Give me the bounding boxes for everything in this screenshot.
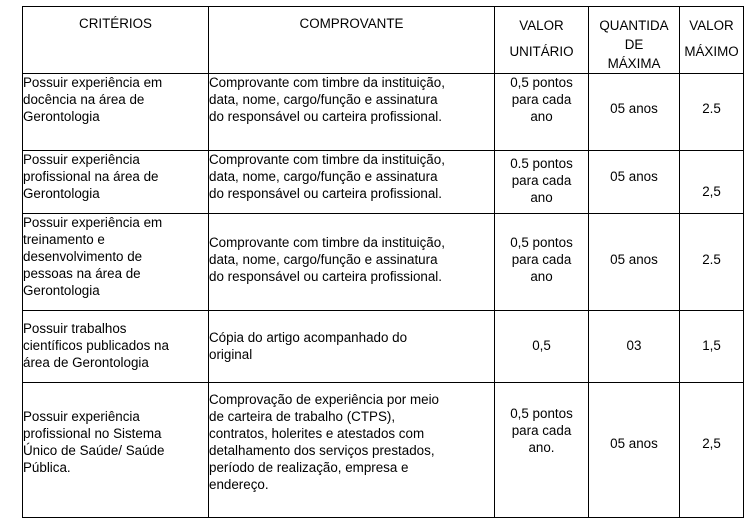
valor-maximo-cell: 2,5 (680, 383, 744, 518)
criterio-cell: Possuir experiência em treinamento e desenvolvimento de pessoas na área de Gerontologia (23, 214, 209, 311)
header-valor-maximo: VALOR MÁXIMO (680, 7, 744, 74)
header-quantidade-maxima: QUANTIDA DE MÁXIMA (589, 7, 680, 74)
quantidade-maxima-cell: 05 anos (589, 214, 680, 311)
valor-unitario-cell: 0.5 pontos para cada ano (495, 151, 589, 214)
valor-maximo-cell: 2.5 (680, 214, 744, 311)
criterio-cell: Possuir experiência profissional na área de Gerontologia (23, 151, 209, 214)
valor-maximo-cell: 1,5 (680, 311, 744, 383)
quantidade-maxima-cell: 05 anos (589, 383, 680, 518)
header-valor-unitario: VALOR UNITÁRIO (495, 7, 589, 74)
table-row (23, 74, 744, 151)
valor-unitario-cell: 0,5 pontos para cada ano (495, 74, 589, 151)
quantidade-maxima-cell: 05 anos (589, 74, 680, 151)
comprovante-cell: Comprovante com timbre da instituição, data, nome, cargo/função e assinatura do responsável ou carteira profissional. (209, 214, 495, 311)
valor-unitario-cell: 0,5 (495, 311, 589, 383)
header-comprovante: COMPROVANTE (209, 7, 495, 74)
quantidade-maxima-cell: 05 anos (589, 151, 680, 214)
header-row (23, 7, 744, 74)
valor-unitario-cell: 0,5 pontos para cada ano. (495, 383, 589, 518)
criteria-table (22, 6, 744, 518)
comprovante-cell: Comprovante com timbre da instituição, data, nome, cargo/função e assinatura do responsável ou carteira profissional. (209, 74, 495, 151)
table-row (23, 151, 744, 214)
header-criterios: CRITÉRIOS (23, 7, 209, 74)
valor-maximo-cell: 2,5 (680, 151, 744, 214)
table-row (23, 383, 744, 518)
table-row (23, 311, 744, 383)
quantidade-maxima-cell: 03 (589, 311, 680, 383)
table-row (23, 214, 744, 311)
comprovante-cell: Comprovante com timbre da instituição, data, nome, cargo/função e assinatura do responsável ou carteira profissional. (209, 151, 495, 214)
comprovante-cell: Cópia do artigo acompanhado do original (209, 311, 495, 383)
criterio-cell: Possuir trabalhos científicos publicados na área de Gerontologia (23, 311, 209, 383)
valor-unitario-cell: 0,5 pontos para cada ano (495, 214, 589, 311)
valor-maximo-cell: 2.5 (680, 74, 744, 151)
comprovante-cell: Comprovação de experiência por meio de carteira de trabalho (CTPS), contratos, holerites e atestados com detalhamento dos serviços prestados, período de realização, empresa e endereço. (209, 383, 495, 518)
criterio-cell: Possuir experiência profissional no Sistema Único de Saúde/ Saúde Pública. (23, 383, 209, 518)
criterio-cell: Possuir experiência em docência na área de Gerontologia (23, 74, 209, 151)
